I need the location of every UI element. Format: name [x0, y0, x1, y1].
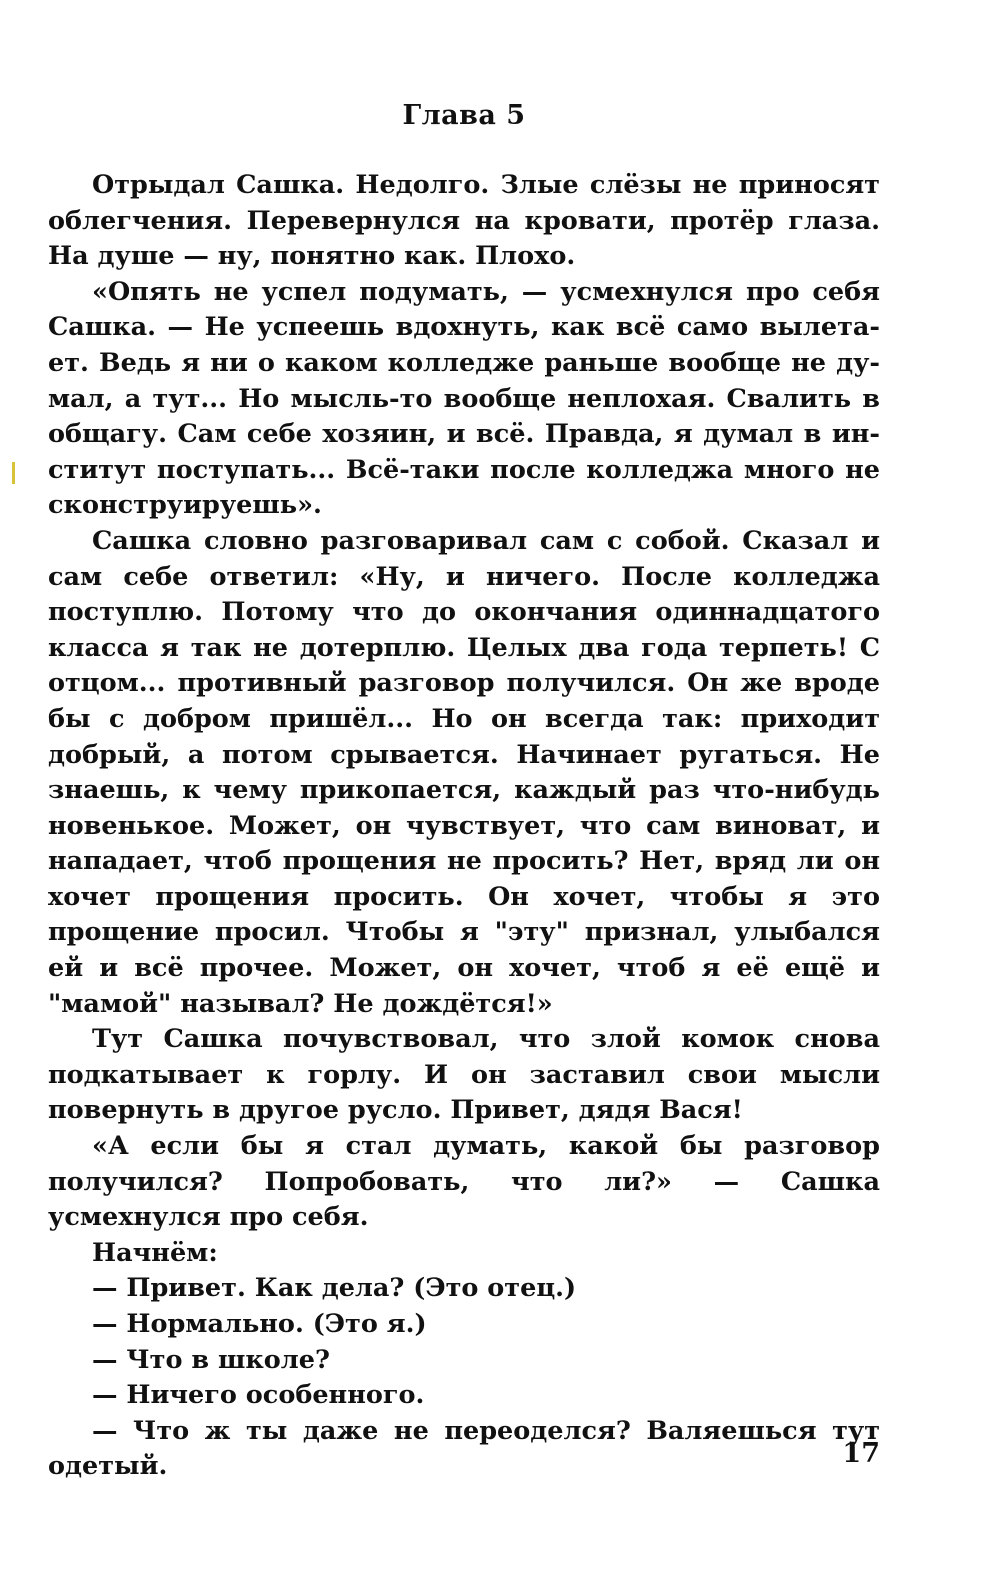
paragraph-6: Начнём: — [92, 1237, 218, 1268]
dialogue-line-2: — Нормально. (Это я.) — [92, 1309, 427, 1339]
dialogue-line-4: — Ничего особенного. — [92, 1380, 425, 1411]
scan-mark — [12, 462, 15, 484]
page-number: 17 — [842, 1438, 880, 1469]
paragraph-3: Сашка словно разговаривал сам с собой. Сказал и сам себе ответил: «Ну, и ничего. После колледжа поступлю. Потому что до окончания одиннадцатого класса я так не дотерплю. Целых два года терпеть! С отцом... противный разговор получился. Он же вроде бы с добром пришёл... Но он всегда так: приходит добрый, а потом срывается. Начинает ругаться. Не знаешь, к чему прикопается, каждый раз что-нибудь новенькое. Может, он чувствует, что сам виноват, и нападает, чтоб прощения не просить? Нет, вряд ли он хочет прощения просить. Он хочет, чтобы я это прощение просил. Чтобы я "эту" признал, улыбался ей и всё прочее. Может, он хочет, чтоб я её ещё и "мамой" называл? Не дождётся!» — [48, 525, 880, 1019]
body-text — [48, 168, 880, 1485]
book-page — [48, 0, 880, 1569]
paragraph-2: «Опять не успел подумать, — усмехнулся про себя Сашка. — Не успеешь вдохнуть, как всё само вылетает. Ведь я ни о каком колледже раньше вообще не думал, а тут... Но мысль-то вообще неплохая. Свалить в общагу. Сам себе хозяин, и всё. Правда, я думал в институт поступать... Всё-таки после колледжа много не сконструируешь». — [48, 276, 880, 521]
paragraph-1: Отрыдал Сашка. Недолго. Злые слёзы не приносят облегчения. Перевернулся на кровати, протёр глаза. На душе — ну, понятно как. Плохо. — [48, 170, 880, 272]
paragraph-5: «А если бы я стал думать, какой бы разговор получился? Попробовать, что ли?» — Сашка усмехнулся про себя. — [48, 1131, 880, 1233]
chapter-title: Глава 5 — [402, 100, 526, 131]
dialogue-line-3: — Что в школе? — [92, 1344, 330, 1375]
dialogue-line-5: — Что ж ты даже не переоделся? Валяешься тут одетый. — [48, 1415, 880, 1482]
dialogue-line-1: — Привет. Как дела? (Это отец.) — [92, 1273, 577, 1304]
paragraph-4: Тут Сашка почувствовал, что злой комок снова подкатывает к горлу. И он заставил свои мысли повернуть в другое русло. Привет, дядя Вася! — [48, 1024, 880, 1126]
